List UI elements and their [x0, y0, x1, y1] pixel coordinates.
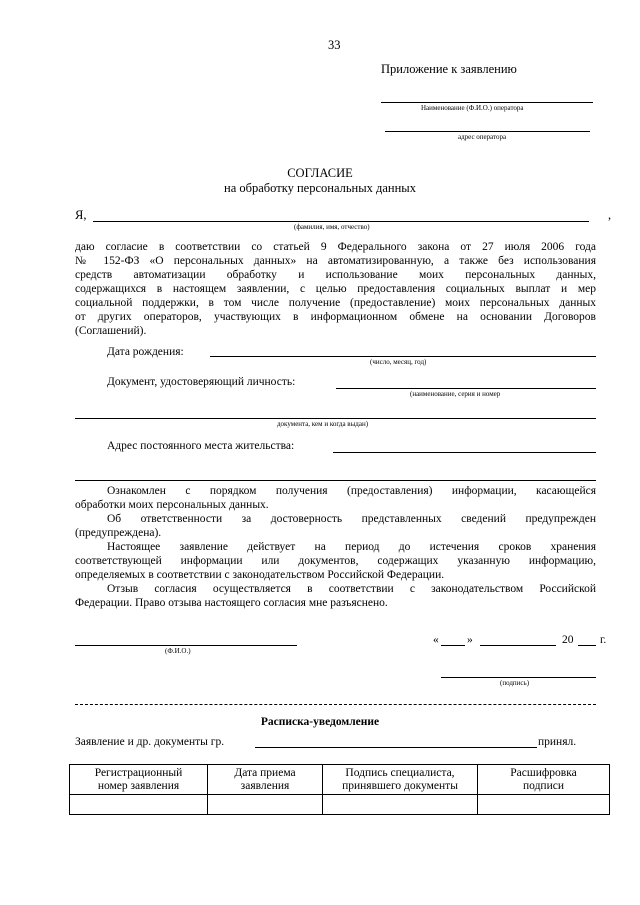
header-line: Дата приема	[234, 766, 296, 779]
appendix-title: Приложение к заявлению	[381, 62, 517, 76]
birth-date-line	[210, 356, 596, 357]
header-line: номер заявления	[97, 779, 180, 792]
table-cell[interactable]	[208, 795, 323, 815]
operator-name-caption: Наименование (Ф.И.О.) оператора	[421, 104, 524, 112]
table-cell[interactable]	[478, 795, 610, 815]
date-day-line	[441, 645, 465, 646]
operator-address-caption: адрес оператора	[458, 133, 507, 141]
date-year-line	[578, 645, 596, 646]
table-header-cell	[478, 765, 610, 795]
address-line	[333, 452, 596, 453]
address-line-2	[75, 480, 596, 481]
para1-line: обработки моих персональных данных.	[75, 499, 269, 511]
header-line: принявшего документы	[342, 779, 458, 792]
operator-address-line	[385, 131, 590, 132]
date-open-quote: «	[433, 634, 439, 646]
signature-fio-caption: (Ф.И.О.)	[165, 647, 191, 655]
birth-date-caption: (число, месяц, год)	[370, 358, 427, 366]
id-doc-caption: (наименование, серия и номер	[410, 390, 501, 398]
table-cell[interactable]	[323, 795, 478, 815]
id-doc-label: Документ, удостоверяющий личность:	[107, 376, 296, 388]
consent-subtitle: на обработку персональных данных	[224, 181, 416, 195]
consent-body	[75, 240, 596, 338]
fio-comma: ,	[608, 208, 612, 222]
date-close-quote: »	[467, 634, 473, 646]
address-label: Адрес постоянного места жительства:	[107, 440, 295, 452]
table-header-cell	[208, 765, 323, 795]
para4-line: Федерации. Право отзыва настоящего согласия мне разъяснено.	[75, 597, 388, 609]
body-line: от других операторов, участвующих в информационном обмене на основании Договоров	[75, 311, 596, 323]
body-line: даю согласие в соответствии со статьей 9 Федерального закона от 27 июля 2006 года	[75, 241, 596, 253]
signature-caption: (подпись)	[500, 679, 530, 687]
date-year-prefix: 20	[562, 634, 574, 646]
id-doc-caption-2: документа, кем и когда выдан)	[277, 420, 369, 428]
receipt-name-line	[255, 747, 537, 748]
fio-caption: (фамилия, имя, отчество)	[294, 223, 370, 231]
cut-line	[75, 704, 596, 705]
para3-line: определяемых в соответствии с законодательством Российской Федерации.	[75, 569, 445, 581]
page-number: 33	[328, 38, 341, 52]
receipt-line-prefix: Заявление и др. документы гр.	[75, 736, 225, 748]
receipt-line-suffix: принял.	[538, 736, 577, 748]
table-row	[70, 795, 610, 815]
table-header-row	[70, 765, 610, 795]
para1-line: Ознакомлен с порядком получения (предоставления) информации, касающейся	[107, 485, 596, 497]
i-label: Я,	[75, 208, 87, 222]
signature-fio-line	[75, 645, 297, 646]
id-doc-line	[336, 388, 596, 389]
operator-name-line	[381, 102, 593, 103]
receipt-title: Расписка-уведомление	[260, 716, 380, 728]
table-cell[interactable]	[70, 795, 208, 815]
para3-line: Настоящее заявление действует на период до истечения сроков хранения	[107, 541, 596, 553]
para2-line: (предупреждена).	[75, 527, 162, 539]
id-doc-line-2	[75, 418, 596, 419]
consent-title: СОГЛАСИЕ	[287, 166, 353, 180]
header-line: Расшифровка	[510, 766, 577, 779]
header-line: Регистрационный	[94, 766, 183, 779]
body-line: содержащихся в настоящем заявлении, с целью предоставления социальных выплат и мер	[75, 283, 596, 295]
notice-paragraphs	[75, 484, 596, 610]
body-line: № 152-ФЗ «О персональных данных» на автоматизированную, а также без использования	[75, 255, 596, 267]
birth-date-label: Дата рождения:	[107, 346, 184, 358]
para3-line: соответствующей информации или документов, содержащих указанную информацию,	[75, 555, 596, 567]
header-line: подписи	[523, 779, 564, 792]
para2-line: Об ответственности за достоверность представленных сведений предупрежден	[107, 513, 596, 525]
para4-line: Отзыв согласия осуществляется в соответствии с законодательством Российской	[107, 583, 596, 595]
table-header-cell	[323, 765, 478, 795]
body-line: средств автоматизации обработку и использование моих персональных данных,	[75, 269, 596, 281]
header-line: заявления	[240, 779, 290, 792]
signature-line	[441, 677, 596, 678]
fio-line	[93, 221, 589, 222]
body-line: (Соглашений).	[75, 325, 147, 337]
date-year-suffix: г.	[600, 634, 607, 646]
date-month-line	[480, 645, 556, 646]
header-line: Подпись специалиста,	[345, 766, 455, 779]
body-line: социальной поддержки, в том числе получение (предоставление) моих персональных данных	[75, 297, 596, 309]
registration-table	[69, 764, 610, 815]
table-header-cell	[70, 765, 208, 795]
